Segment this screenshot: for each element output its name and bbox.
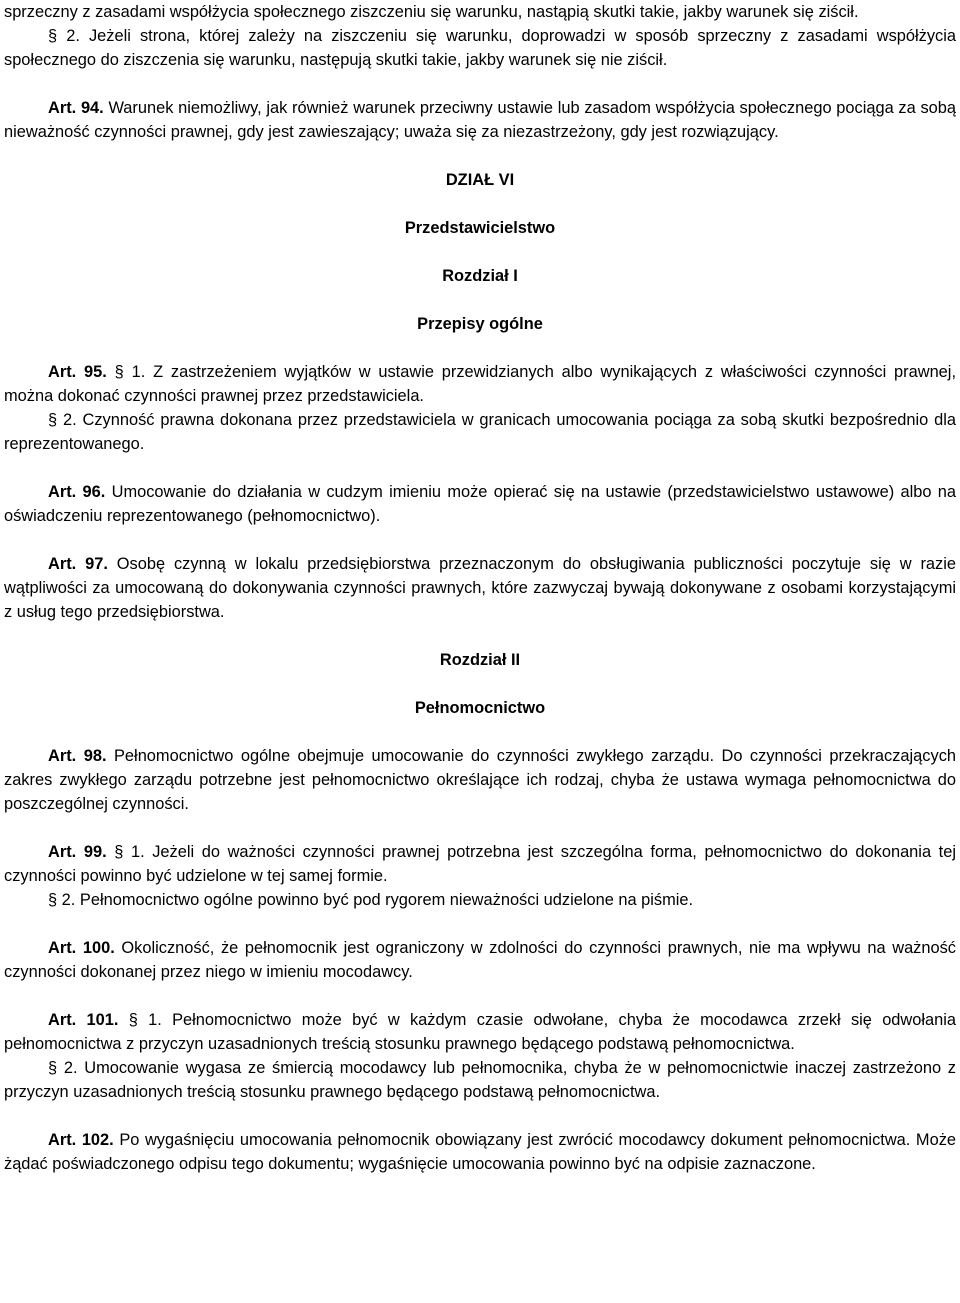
section-number: § 1. bbox=[128, 1011, 162, 1029]
article-label: Art. 98. bbox=[48, 747, 107, 765]
article-label: Art. 96. bbox=[48, 483, 106, 501]
article-label: Art. 99. bbox=[48, 843, 107, 861]
chapter-title-1: Przepisy ogólne bbox=[417, 315, 543, 333]
section-number: § 2. bbox=[48, 411, 77, 429]
continuation-text bbox=[4, 0, 956, 24]
art96 bbox=[4, 480, 956, 528]
article-label: Art. 102. bbox=[48, 1131, 114, 1149]
paragraph-text: Jeżeli do ważności czynności prawnej potrzebna jest szczególna forma, pełnomocnictwo do dokonania tej czynności powinno być udzielone w tej samej formie. bbox=[4, 843, 956, 885]
art99-paragraph-2 bbox=[4, 888, 956, 912]
division-heading: DZIAŁ VI bbox=[445, 171, 515, 189]
section-number: § 1. bbox=[114, 363, 146, 381]
chapter-title-2: Pełnomocnictwo bbox=[414, 699, 546, 717]
art95-paragraph-1 bbox=[4, 360, 956, 408]
section-number: § 2. bbox=[48, 27, 80, 45]
art101-paragraph-1 bbox=[4, 1008, 956, 1056]
article-text: Warunek niemożliwy, jak również warunek przeciwny ustawie lub zasadom współżycia społecznego pociąga za sobą nieważność czynności prawnej, gdy jest zawieszający; uważa się za niezastrzeżony, gdy jest rozwiązujący. bbox=[4, 99, 956, 141]
article-text: Okoliczność, że pełnomocnik jest ograniczony w zdolności do czynności prawnych, nie ma wpływu na ważność czynności dokonanej przez niego w imieniu mocodawcy. bbox=[4, 939, 957, 981]
art102 bbox=[4, 1128, 956, 1176]
art101-paragraph-2 bbox=[4, 1056, 956, 1104]
paragraph-text: Z zastrzeżeniem wyjątków w ustawie przewidzianych albo wynikających z właściwości czynności prawnej, można dokonać czynności prawnej przez przedstawiciela. bbox=[4, 363, 956, 405]
article-label: Art. 101. bbox=[48, 1011, 119, 1029]
section-number: § 2. bbox=[48, 891, 76, 909]
art98 bbox=[4, 744, 956, 816]
paragraph-text: Umocowanie wygasa ze śmiercią mocodawcy lub pełnomocnika, chyba że w pełnomocnictwie inaczej zastrzeżono z przyczyn uzasadnionych treścią stosunku prawnego będącego podstawą pełnomocnictwa. bbox=[4, 1059, 956, 1101]
division-title: Przedstawicielstwo bbox=[404, 219, 556, 237]
paragraph-text: Pełnomocnictwo może być w każdym czasie odwołane, chyba że mocodawca zrzekł się odwołania pełnomocnictwa z przyczyn uzasadnionych treścią stosunku prawnego będącego podstawą pełnomocnictwa. bbox=[4, 1011, 957, 1053]
chapter-heading-2: Rozdział II bbox=[439, 651, 521, 669]
art95-paragraph-2 bbox=[4, 408, 956, 456]
art100 bbox=[4, 936, 956, 984]
article-label: Art. 100. bbox=[48, 939, 115, 957]
art99-paragraph-1 bbox=[4, 840, 956, 888]
article-text: Umocowanie do działania w cudzym imieniu może opierać się na ustawie (przedstawicielstwo ustawowe) albo na oświadczeniu reprezentowanego (pełnomocnictwo). bbox=[4, 483, 956, 525]
art94 bbox=[4, 96, 956, 144]
article-label: Art. 95. bbox=[48, 363, 107, 381]
article-label: Art. 97. bbox=[48, 555, 108, 573]
section-number: § 2. bbox=[48, 1059, 78, 1077]
chapter-heading-1: Rozdział I bbox=[442, 267, 518, 285]
art97 bbox=[4, 552, 956, 624]
article-text: Pełnomocnictwo ogólne obejmuje umocowanie do czynności zwykłego zarządu. Do czynności przekraczających zakres zwykłego zarządu potrzebne jest pełnomocnictwo określające ich rodzaj, chyba że ustawa wymaga pełnomocnictwa do poszczególnej czynności. bbox=[4, 747, 957, 813]
section-number: § 1. bbox=[114, 843, 145, 861]
paragraph-text: Pełnomocnictwo ogólne powinno być pod rygorem nieważności udzielone na piśmie. bbox=[75, 891, 694, 909]
article-text: Po wygaśnięciu umocowania pełnomocnik obowiązany jest zwrócić mocodawcy dokument pełnomocnictwa. Może żądać poświadczonego odpisu tego dokumentu; wygaśnięcie umocowania powinno być na odpisie zaznaczone. bbox=[4, 1131, 957, 1173]
art93-paragraph-2 bbox=[4, 24, 956, 72]
paragraph-text: Czynność prawna dokonana przez przedstawiciela w granicach umocowania pociąga za sobą skutki bezpośrednio dla reprezentowanego. bbox=[4, 411, 956, 453]
paragraph-text: sprzeczny z zasadami współżycia społecznego ziszczeniu się warunku, nastąpią skutki takie, jakby warunek się ziścił. bbox=[4, 3, 859, 21]
article-text: Osobę czynną w lokalu przedsiębiorstwa przeznaczonym do obsługiwania publiczności poczytuje się w razie wątpliwości za umocowaną do dokonywania czynności prawnych, które zazwyczaj bywają dokonywane z osobami korzystającymi z usług tego przedsiębiorstwa. bbox=[4, 555, 956, 621]
paragraph-text: Jeżeli strona, której zależy na ziszczeniu się warunku, doprowadzi w sposób sprzeczny z zasadami współżycia społecznego do ziszczenia się warunku, następują skutki takie, jakby warunek się nie ziścił. bbox=[4, 27, 956, 69]
article-label: Art. 94. bbox=[48, 99, 104, 117]
